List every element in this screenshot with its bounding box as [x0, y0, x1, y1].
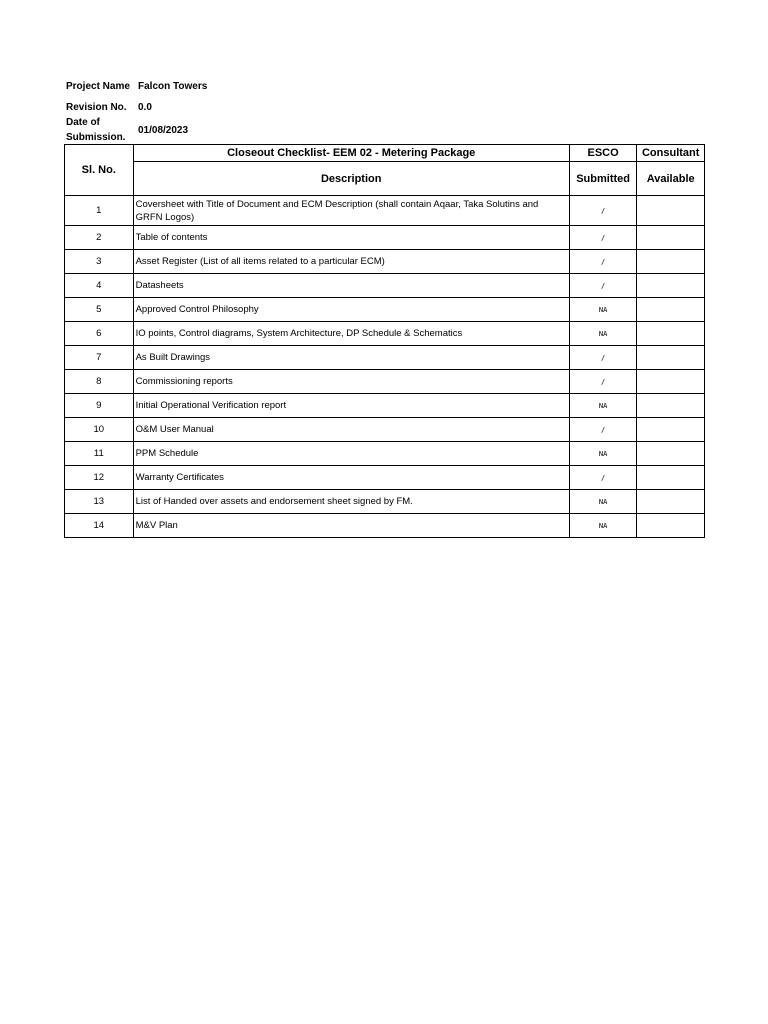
- table-row: [65, 274, 705, 298]
- col-header-description: Description: [133, 162, 569, 196]
- row-submitted: [569, 274, 637, 298]
- submitted-mark: /: [600, 474, 606, 482]
- row-submitted: [569, 442, 637, 466]
- closeout-checklist-table: [64, 144, 705, 538]
- row-available: [637, 418, 705, 442]
- row-available: [637, 442, 705, 466]
- row-number: 11: [65, 442, 134, 466]
- submitted-mark: /: [600, 426, 606, 434]
- row-description: Datasheets: [133, 274, 569, 298]
- table-row: [65, 346, 705, 370]
- table-row: [65, 226, 705, 250]
- table-row: [65, 490, 705, 514]
- table-row: [65, 394, 705, 418]
- row-number: 1: [65, 196, 134, 226]
- row-available: [637, 346, 705, 370]
- row-submitted: [569, 196, 637, 226]
- project-name-value: Falcon Towers: [138, 81, 208, 92]
- row-submitted: [569, 370, 637, 394]
- checklist-title: Closeout Checklist- EEM 02 - Metering Package: [133, 145, 569, 162]
- row-submitted: [569, 490, 637, 514]
- table-row: [65, 196, 705, 226]
- table-row: [65, 514, 705, 538]
- row-number: 12: [65, 466, 134, 490]
- row-submitted: [569, 514, 637, 538]
- row-submitted: [569, 394, 637, 418]
- row-submitted: [569, 226, 637, 250]
- project-name-label: Project Name: [66, 81, 130, 92]
- row-description: Approved Control Philosophy: [133, 298, 569, 322]
- submission-date-value: 01/08/2023: [138, 125, 189, 136]
- table-row: [65, 250, 705, 274]
- row-number: 13: [65, 490, 134, 514]
- revision-value: 0.0: [138, 102, 152, 113]
- row-submitted: [569, 250, 637, 274]
- submitted-mark: /: [600, 378, 606, 386]
- row-description: Commissioning reports: [133, 370, 569, 394]
- row-number: 8: [65, 370, 134, 394]
- row-description: As Built Drawings: [133, 346, 569, 370]
- table-header-row-1: [65, 145, 705, 162]
- row-submitted: [569, 322, 637, 346]
- group-header-consultant: Consultant: [637, 145, 705, 162]
- row-description: PPM Schedule: [133, 442, 569, 466]
- submitted-mark: NA: [598, 330, 608, 338]
- row-number: 4: [65, 274, 134, 298]
- date-label-line-1: Date of: [66, 117, 100, 128]
- row-number: 5: [65, 298, 134, 322]
- row-number: 7: [65, 346, 134, 370]
- table-row: [65, 322, 705, 346]
- row-available: [637, 226, 705, 250]
- submitted-mark: NA: [598, 402, 608, 410]
- row-available: [637, 196, 705, 226]
- submitted-mark: NA: [598, 306, 608, 314]
- submitted-mark: NA: [598, 522, 608, 530]
- table-row: [65, 370, 705, 394]
- row-available: [637, 298, 705, 322]
- row-number: 6: [65, 322, 134, 346]
- submitted-mark: /: [600, 207, 606, 215]
- row-description: O&M User Manual: [133, 418, 569, 442]
- row-number: 14: [65, 514, 134, 538]
- row-description: M&V Plan: [133, 514, 569, 538]
- revision-label: Revision No.: [66, 102, 127, 113]
- row-number: 9: [65, 394, 134, 418]
- submitted-mark: /: [600, 354, 606, 362]
- col-header-available: Available: [637, 162, 705, 196]
- row-submitted: [569, 466, 637, 490]
- row-description: Table of contents: [133, 226, 569, 250]
- col-header-sl-no: Sl. No.: [65, 145, 134, 196]
- submitted-mark: NA: [598, 498, 608, 506]
- row-available: [637, 466, 705, 490]
- row-available: [637, 394, 705, 418]
- table-row: [65, 418, 705, 442]
- table-header-row-2: [65, 162, 705, 196]
- row-submitted: [569, 346, 637, 370]
- row-description: Initial Operational Verification report: [133, 394, 569, 418]
- row-number: 3: [65, 250, 134, 274]
- col-header-submitted: Submitted: [569, 162, 637, 196]
- row-available: [637, 274, 705, 298]
- document-header: [66, 80, 366, 143]
- row-available: [637, 370, 705, 394]
- row-available: [637, 322, 705, 346]
- row-description: Asset Register (List of all items related to a particular ECM): [133, 250, 569, 274]
- submitted-mark: /: [600, 282, 606, 290]
- row-description: Coversheet with Title of Document and ECM Description (shall contain Aqaar, Taka Solutins and GRFN Logos): [133, 196, 569, 226]
- table-row: [65, 466, 705, 490]
- table-row: [65, 442, 705, 466]
- row-available: [637, 490, 705, 514]
- submitted-mark: /: [600, 258, 606, 266]
- group-header-esco: ESCO: [569, 145, 637, 162]
- row-submitted: [569, 418, 637, 442]
- submitted-mark: /: [600, 234, 606, 242]
- row-available: [637, 514, 705, 538]
- row-description: IO points, Control diagrams, System Architecture, DP Schedule & Schematics: [133, 322, 569, 346]
- checklist-rows: [65, 196, 705, 538]
- row-number: 2: [65, 226, 134, 250]
- row-submitted: [569, 298, 637, 322]
- table-row: [65, 298, 705, 322]
- row-number: 10: [65, 418, 134, 442]
- row-description: Warranty Certificates: [133, 466, 569, 490]
- date-label-line-2: Submission.: [66, 132, 126, 143]
- submitted-mark: NA: [598, 450, 608, 458]
- row-available: [637, 250, 705, 274]
- row-description: List of Handed over assets and endorsement sheet signed by FM.: [133, 490, 569, 514]
